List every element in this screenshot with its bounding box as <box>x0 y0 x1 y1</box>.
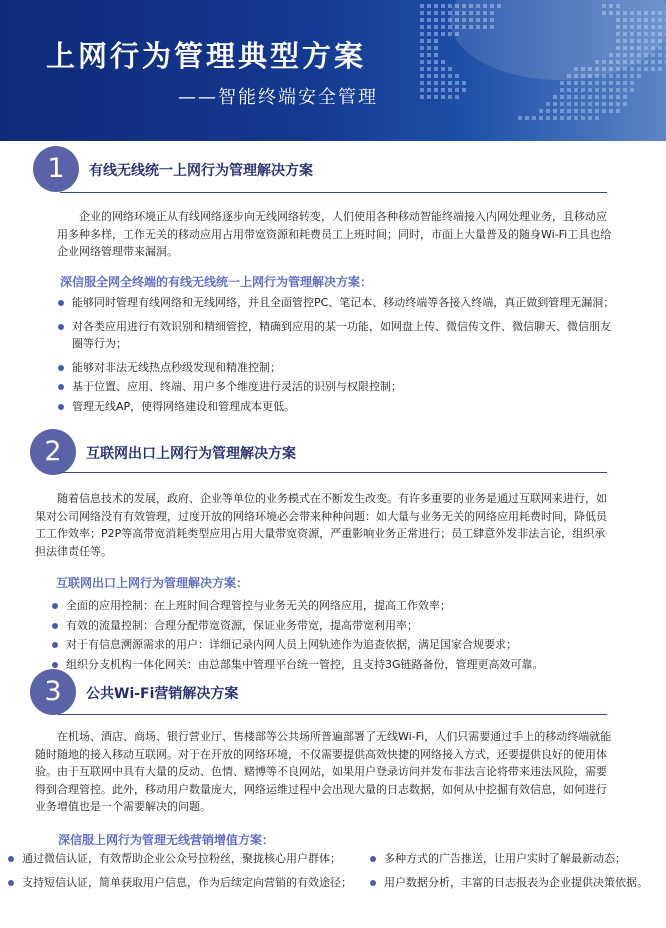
map-dot <box>420 60 424 64</box>
map-dot <box>553 116 557 120</box>
map-dot <box>448 32 452 36</box>
map-dot <box>420 46 424 50</box>
map-dot <box>441 11 445 15</box>
list-item: 支持短信认证，简单获取用户信息，作为后续定向营销的有效途径； <box>6 874 366 892</box>
map-dot <box>441 18 445 22</box>
map-dot <box>630 67 634 71</box>
map-dot <box>553 102 557 106</box>
map-dot <box>427 32 431 36</box>
list-item: 对各类应用进行有效识别和精细管控，精确到应用的某一功能，如网盘上传、微信传文件、微信聊天、微信朋友圈等行为； <box>56 318 616 353</box>
map-dot <box>595 102 599 106</box>
map-dot <box>581 109 585 113</box>
map-dot <box>595 109 599 113</box>
solution-list <box>50 597 620 673</box>
map-dot <box>546 116 550 120</box>
map-dot <box>616 95 620 99</box>
section-number-badge: 1 <box>33 146 79 192</box>
map-dot <box>420 95 424 99</box>
map-dot <box>427 88 431 92</box>
map-dot <box>441 95 445 99</box>
map-dot <box>581 116 585 120</box>
map-dot <box>434 11 438 15</box>
map-dot <box>623 74 627 78</box>
map-dot <box>448 88 452 92</box>
header-banner <box>0 0 666 141</box>
map-dot <box>434 32 438 36</box>
map-dot <box>427 46 431 50</box>
map-dot <box>448 67 452 71</box>
map-dot <box>616 74 620 78</box>
list-item: 能够对非法无线热点秒级发现和精准控制； <box>56 359 616 377</box>
map-dot <box>609 102 613 106</box>
section-title: 互联网出口上网行为管理解决方案 <box>86 446 296 462</box>
map-dot <box>434 74 438 78</box>
map-dot <box>658 60 662 64</box>
map-dot <box>525 116 529 120</box>
map-dot <box>462 88 466 92</box>
map-dot <box>420 53 424 57</box>
map-dot <box>434 53 438 57</box>
map-dot <box>567 102 571 106</box>
solution-heading: 互联网出口上网行为管理解决方案： <box>56 576 249 590</box>
map-dot <box>427 67 431 71</box>
map-dot <box>602 81 606 85</box>
map-dot <box>434 46 438 50</box>
map-dot <box>532 116 536 120</box>
map-dot <box>427 4 431 8</box>
map-dot <box>588 88 592 92</box>
map-dot <box>427 25 431 29</box>
map-dot <box>434 60 438 64</box>
page-title: 上网行为管理典型方案 <box>46 39 367 73</box>
map-dot <box>455 81 459 85</box>
map-dot <box>434 81 438 85</box>
section-paragraph: 随着信息技术的发展，政府、企业等单位的业务模式在不断发生改变。有许多重要的业务是通过互联网来进行，如果对公司网络没有有效管理，过度开放的网络环境必会带来种种问题：如大量与业务无关的网络应用耗费时间，降低员工工作效率；P2P等高带宽消耗类型应用占用大量带宽资源，严重影响业务正常进行；员工肆意外发非法言论，组织承担法律责任等。 <box>35 492 607 558</box>
section-divider <box>58 472 607 473</box>
section-title: 公共Wi-Fi营销解决方案 <box>86 686 239 702</box>
map-dot <box>658 46 662 50</box>
list-item: 有效的流量控制：合理分配带宽资源，保证业务带宽，提高带宽利用率； <box>50 617 620 635</box>
list-item: 对于有信息溯源需求的用户：详细记录内网人员上网轨迹作为追查依据，满足国家合规要求； <box>50 636 620 654</box>
map-dot <box>581 95 585 99</box>
map-dot <box>595 95 599 99</box>
map-dot <box>462 81 466 85</box>
map-dot <box>448 4 452 8</box>
map-dot <box>420 74 424 78</box>
map-dot <box>420 32 424 36</box>
map-dot <box>574 116 578 120</box>
map-dot <box>567 81 571 85</box>
map-dot <box>602 95 606 99</box>
map-dot <box>427 53 431 57</box>
map-dot <box>581 102 585 106</box>
map-dot <box>602 102 606 106</box>
solution-list-right <box>368 850 664 891</box>
map-dot <box>420 4 424 8</box>
map-dot <box>539 109 543 113</box>
map-dot <box>567 116 571 120</box>
map-dot <box>560 95 564 99</box>
map-dot <box>588 116 592 120</box>
map-dot <box>623 88 627 92</box>
section-number-badge: 3 <box>30 669 76 715</box>
map-dot <box>553 95 557 99</box>
list-item: 多种方式的广告推送，让用户实时了解最新动态； <box>368 850 664 868</box>
map-dot <box>427 81 431 85</box>
map-dot <box>588 95 592 99</box>
map-dot <box>658 67 662 71</box>
list-item: 全面的应用控制：在上班时间合理管控与业务无关的网络应用，提高工作效率； <box>50 597 620 615</box>
list-item: 管理无线AP，使得网络建设和管理成本更低。 <box>56 398 616 416</box>
map-dot <box>630 74 634 78</box>
map-dot <box>658 53 662 57</box>
solution-heading: 深信服上网行为管理无线营销增值方案： <box>58 833 275 847</box>
map-dot <box>560 88 564 92</box>
map-dot <box>630 88 634 92</box>
map-dot <box>441 25 445 29</box>
map-dot <box>574 95 578 99</box>
map-dot <box>441 4 445 8</box>
section-divider <box>60 192 607 193</box>
list-item: 通过微信认证，有效帮助企业公众号拉粉丝，聚拢核心用户群体； <box>6 850 366 868</box>
map-dot <box>434 39 438 43</box>
map-dot <box>644 67 648 71</box>
map-dot <box>441 81 445 85</box>
map-dot <box>602 109 606 113</box>
section-paragraph: 企业的网络环境正从有线网络逐步向无线网络转变，人们使用各种移动智能终端接入内网处理业务，且移动应用多种多样，工作无关的移动应用占用带宽资源和耗费员工上班时间；同时，市面上大量普及的随身Wi-Fi工具也给企业网络管理带来漏洞。 <box>57 210 612 258</box>
map-dot <box>434 25 438 29</box>
map-dot <box>427 60 431 64</box>
map-dot <box>441 74 445 78</box>
map-dot <box>518 116 522 120</box>
map-dot <box>588 109 592 113</box>
map-dot <box>420 81 424 85</box>
map-dot <box>595 116 599 120</box>
map-dot <box>609 109 613 113</box>
map-dot <box>623 102 627 106</box>
map-dot <box>420 25 424 29</box>
map-dot <box>637 74 641 78</box>
map-dot <box>427 74 431 78</box>
solution-list <box>56 294 616 415</box>
map-dot <box>448 81 452 85</box>
map-dot <box>448 95 452 99</box>
map-dot <box>609 88 613 92</box>
map-dot <box>560 109 564 113</box>
map-dot <box>609 95 613 99</box>
map-dot <box>441 67 445 71</box>
map-dot <box>455 74 459 78</box>
map-dot <box>567 88 571 92</box>
map-dot <box>581 81 585 85</box>
map-dot <box>455 88 459 92</box>
list-item: 用户数据分析，丰富的日志报表为企业提供决策依据。 <box>368 874 664 892</box>
map-dot <box>581 88 585 92</box>
map-dot <box>574 81 578 85</box>
map-dot <box>546 109 550 113</box>
map-dot <box>609 74 613 78</box>
map-dot <box>420 11 424 15</box>
map-dot <box>651 60 655 64</box>
map-dot <box>560 102 564 106</box>
map-dot <box>588 81 592 85</box>
list-item: 组织分支机构一体化网关：由总部集中管理平台统一管控，且支持3G链路备份，管理更高效可靠。 <box>50 656 620 674</box>
section-number-badge: 2 <box>30 429 76 475</box>
map-dot <box>609 81 613 85</box>
map-dot <box>427 95 431 99</box>
map-dot <box>567 95 571 99</box>
map-dot <box>602 88 606 92</box>
solution-list-left <box>6 850 366 891</box>
map-dot <box>574 88 578 92</box>
map-dot <box>637 67 641 71</box>
map-dot <box>560 116 564 120</box>
map-dot <box>616 88 620 92</box>
map-dot <box>574 109 578 113</box>
map-dot <box>623 81 627 85</box>
map-dot <box>595 81 599 85</box>
map-dot <box>539 116 543 120</box>
map-dot <box>420 39 424 43</box>
map-dot <box>560 81 564 85</box>
map-dot <box>616 109 620 113</box>
map-dot <box>427 39 431 43</box>
map-dot <box>441 32 445 36</box>
map-dot <box>616 102 620 106</box>
map-dot <box>630 81 634 85</box>
map-dot <box>420 18 424 22</box>
map-dot <box>434 95 438 99</box>
map-dot <box>553 109 557 113</box>
map-dot <box>434 67 438 71</box>
map-dot <box>420 88 424 92</box>
map-dot <box>567 109 571 113</box>
map-dot <box>595 88 599 92</box>
map-dot <box>427 18 431 22</box>
map-dot <box>427 11 431 15</box>
map-dot <box>651 53 655 57</box>
map-dot <box>441 88 445 92</box>
map-dot <box>448 74 452 78</box>
map-dot <box>616 81 620 85</box>
map-dot <box>455 95 459 99</box>
map-dot <box>546 102 550 106</box>
map-dot <box>420 67 424 71</box>
map-dot <box>623 95 627 99</box>
map-dot <box>434 18 438 22</box>
section-divider <box>58 714 607 715</box>
list-item: 能够同时管理有线网络和无线网络，并且全面管控PC、笔记本、移动终端等各接入终端，真正做到管理无漏洞； <box>56 294 616 312</box>
map-dot <box>574 102 578 106</box>
map-dot <box>644 60 648 64</box>
solution-heading: 深信服全网全终端的有线无线统一上网行为管理解决方案： <box>60 275 373 289</box>
map-dot <box>651 67 655 71</box>
list-item: 基于位置、应用、终端、用户多个维度进行灵活的识别与权限控制； <box>56 378 616 396</box>
map-dot <box>434 4 438 8</box>
section-paragraph: 在机场、酒店、商场、银行营业厅、售楼部等公共场所普遍部署了无线Wi-Fi，人们只需要通过手上的移动终端就能随时随地的接入移动互联网。对于在开放的网络环境，不仅需要提供高效快捷的网络接入方式，还要提供良好的使用体验。由于互联网中具有大量的反动、色情、赌博等不良网站，如果用户登录访问并发布非法言论将带来违法风险，需要得到合理管控。此外，移动用户数量庞大，网络运维过程中会出现大量的日志数据，如何从中挖掘有效信息，如何进行业务增值也是一个需要解决的问题。 <box>35 730 612 813</box>
section-title: 有线无线统一上网行为管理解决方案 <box>89 163 313 179</box>
page-subtitle: ——智能终端安全管理 <box>178 87 378 108</box>
map-dot <box>588 102 592 106</box>
map-dot <box>441 60 445 64</box>
map-dot <box>434 88 438 92</box>
